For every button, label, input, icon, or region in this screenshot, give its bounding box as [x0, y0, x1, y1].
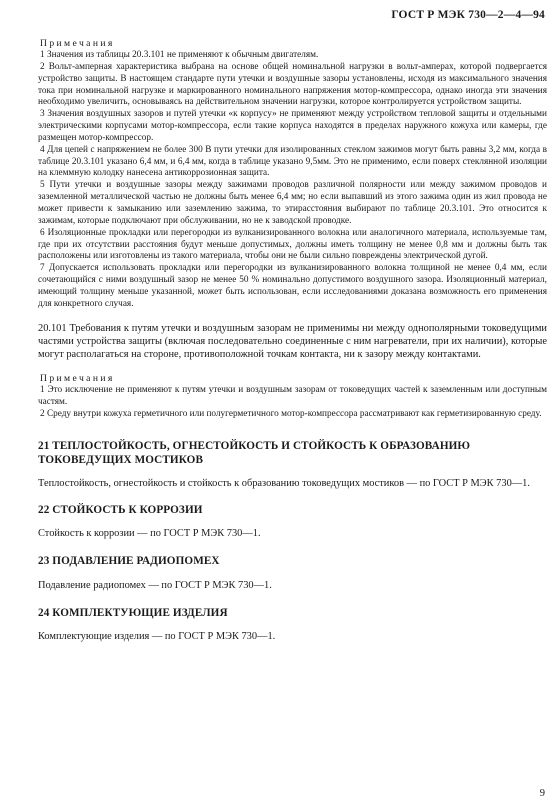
- note-item: 3 Значения воздушных зазоров и путей утечки «к корпусу» не применяют между устройством тепловой защиты и отдельными электрическими корпусами мотор-компрессора, если такие корпуса находятся в пределах наружного кожуха или камеры, где размещен мотор-компрессор.: [38, 109, 547, 143]
- notes-title: Примечания: [40, 38, 115, 49]
- section-24: [38, 607, 547, 644]
- note-item: 2 Вольт-амперная характеристика выбрана на основе общей номинальной нагрузки в вольт-амперах, которой подвергается устройство защиты. В настоящем стандарте пути утечки и воздушные зазоры установлены, исходя из максимального значения тока при номинальной нагрузке и маркированного номинального напряжения мотор-компрессора, однако иногда эти значения необходимо увеличить, основываясь на действительном значении нагрузки, которое контролируется устройством защиты.: [38, 61, 547, 108]
- page-number: 9: [539, 788, 545, 799]
- note-item: 4 Для цепей с напряжением не более 300 В пути утечки для изолированных стеклом зажимов могут быть равны 3,2 мм, когда в таблице 20.3.101 указано 6,4 мм, и 6,4 мм, когда в таблице указано 9,5мм. Это не применимо, если поверх стеклянной изоляции на клеммную колодку нанесена антикоррозионная защита.: [38, 144, 547, 179]
- section-title: 24 КОМПЛЕКТУЮЩИЕ ИЗДЕЛИЯ: [38, 606, 228, 619]
- section-23: [38, 555, 547, 592]
- paragraph-20-101: 20.101 Требования к путям утечки и воздушным зазорам не применимы ни между однополярными токоведущими частями устройства защиты (включая последовательно соединенные с ним нагреватели, при их наличии), которые могут располагаться на стороне, противоположной точкам контакта, ни к зазору между контактами.: [38, 322, 547, 360]
- page-content: [38, 38, 547, 643]
- notes-block-2: [38, 373, 547, 421]
- notes-block-1: [38, 38, 547, 311]
- note-item: 6 Изоляционные прокладки или перегородки из вулканизированного волокна или аналогичного материала, используемые там, где при их отсутствии расстояния будут меньше допустимых, должны иметь толщину не менее 0,8 мм и должны быть так расположены или изготовлены из такого материала, чтобы они не были сильно повреждены электрической дугой.: [38, 227, 547, 262]
- section-22: [38, 504, 547, 540]
- section-text: Подавление радиопомех — по ГОСТ Р МЭК 730—1.: [38, 579, 272, 591]
- section-text: Комплектующие изделия — по ГОСТ Р МЭК 730—1.: [38, 631, 276, 643]
- note-item: 2 Среду внутри кожуха герметичного или полугерметичного мотор-компрессора рассматривают как герметизированную среду.: [40, 408, 542, 419]
- note-item: 1 Это исключение не применяют к путям утечки и воздушным зазорам от токоведущих частей к заземленным или доступным частям.: [38, 384, 547, 407]
- section-title: 21 ТЕПЛОСТОЙКОСТЬ, ОГНЕСТОЙКОСТЬ И СТОЙКОСТЬ К ОБРАЗОВАНИЮ ТОКОВЕДУЩИХ МОСТИКОВ: [38, 440, 471, 466]
- section-text: Теплостойкость, огнестойкость и стойкость к образованию токоведущих мостиков — по ГОСТ Р МЭК 730—1.: [38, 478, 530, 490]
- note-item: 5 Пути утечки и воздушные зазоры между зажимами проводов различной полярности или между зажимом проводов и заземленной металлической частью не должны быть менее 6,4 мм; но если выпавший из этого зажима один из жил провода не может привести к замыканию или заземлению зажима, то этирасстояния выбирают по таблице 20.3.101. Это относится к зажимам, которые подключают при обслуживании, но не к заводской проводке.: [38, 180, 547, 226]
- section-text: Стойкость к коррозии — по ГОСТ Р МЭК 730—1.: [38, 527, 261, 539]
- section-21: [38, 440, 547, 490]
- note-item: 7 Допускается использовать прокладки или перегородки из вулканизированного волокна толщиной не менее 0,4 мм, если сочетающийся с ними воздушный зазор не менее 50 % номинально допустимого воздушного зазора. Изоляционный материал, имеющий толщину меньше указанной, может быть использован, если исследованиями доказана возможность его применения для конкретного случая.: [38, 263, 547, 309]
- section-title: 23 ПОДАВЛЕНИЕ РАДИОПОМЕХ: [38, 555, 220, 568]
- document-header: ГОСТ Р МЭК 730—2—4—94: [391, 9, 545, 21]
- section-title: 22 СТОЙКОСТЬ К КОРРОЗИИ: [38, 504, 203, 517]
- note-item: 1 Значения из таблицы 20.3.101 не применяют к обычным двигателям.: [40, 50, 319, 60]
- notes-title: Примечания: [40, 372, 115, 384]
